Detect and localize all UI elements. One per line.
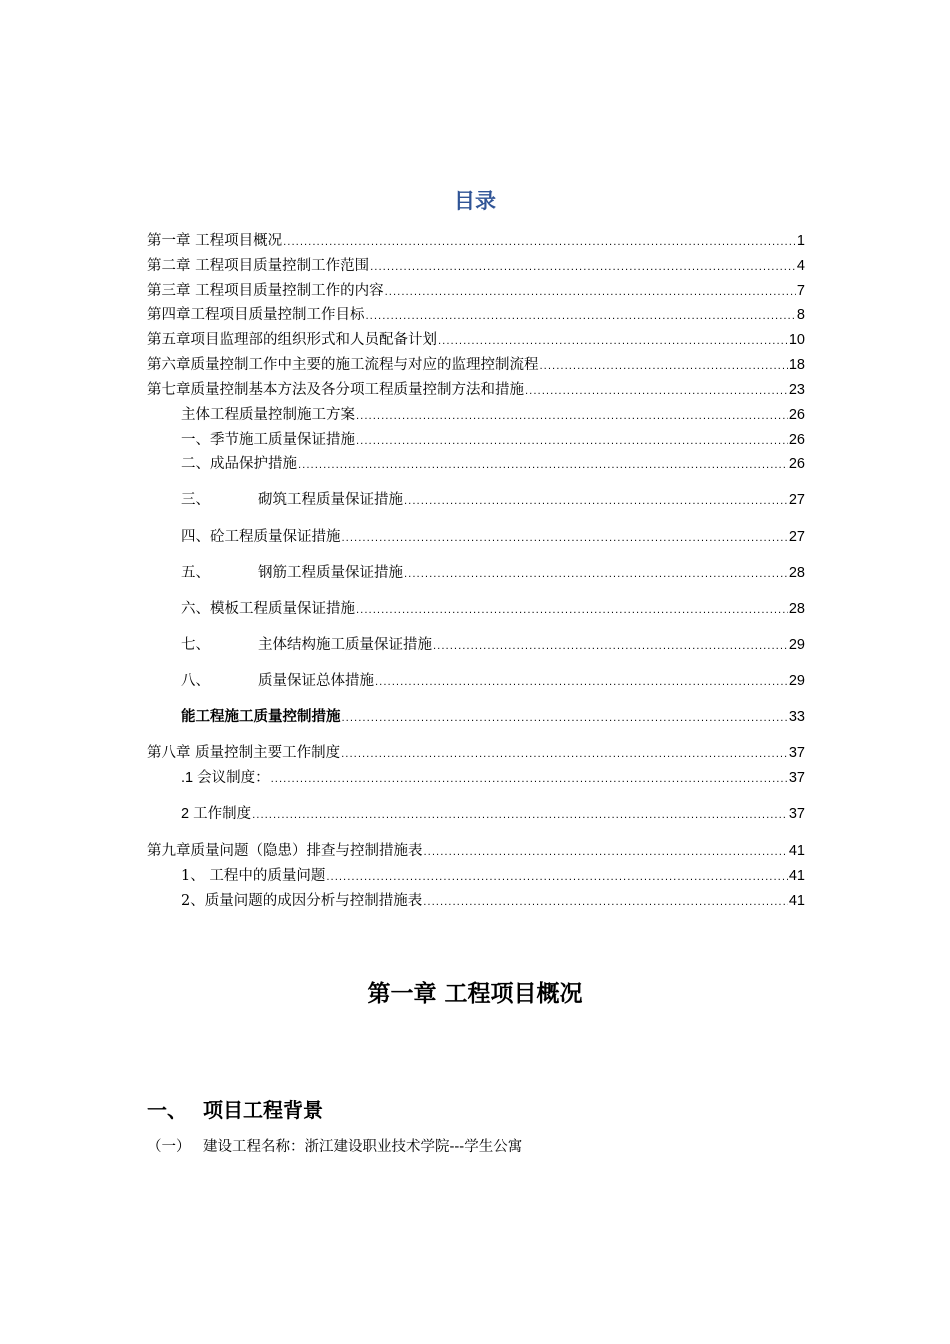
toc-leader: [356, 407, 788, 427]
toc-entry[interactable]: [181, 635, 805, 657]
toc-entry-label: 第二章 工程项目质量控制工作范围: [147, 258, 370, 274]
toc-leader: [283, 233, 796, 253]
toc-entry-label: 2 工作制度: [181, 806, 252, 822]
toc-entry-label: 1、 工程中的质量问题: [181, 868, 326, 884]
toc-entry-label: 六、模板工程质量保证措施: [181, 601, 355, 617]
toc-entry-text: 钢筋工程质量保证措施: [258, 565, 403, 581]
toc-leader: [433, 637, 788, 657]
toc-entry[interactable]: [147, 231, 805, 253]
toc-entry-label: [181, 635, 432, 655]
toc-entry-label: 第四章工程项目质量控制工作目标: [147, 307, 365, 323]
toc-entry-page: 37: [788, 745, 805, 761]
toc-leader: [326, 868, 788, 888]
toc-entry-number: 七、: [181, 637, 210, 653]
toc-entry[interactable]: [181, 707, 805, 729]
toc-entry-page: 8: [796, 307, 805, 323]
toc-entry-label: 第八章 质量控制主要工作制度: [147, 745, 341, 761]
toc-leader: [438, 332, 788, 352]
toc-entry[interactable]: [181, 671, 805, 693]
toc-entry-label: 第九章质量问题（隐患）排查与控制措施表: [147, 843, 423, 859]
toc-entry[interactable]: [181, 563, 805, 585]
chapter-heading: 第一章 工程项目概况: [367, 980, 583, 1007]
toc-entry-label: 2、质量问题的成因分析与控制措施表: [181, 893, 423, 909]
toc-leader: [423, 893, 788, 913]
toc-entry-label: 第六章质量控制工作中主要的施工流程与对应的监理控制流程: [147, 357, 539, 373]
toc-entry[interactable]: [181, 527, 805, 549]
toc-entry-label: 第五章项目监理部的组织形式和人员配备计划: [147, 332, 437, 348]
toc-entry-page: 4: [796, 258, 805, 274]
toc-entry-label: 第七章质量控制基本方法及各分项工程质量控制方法和措施: [147, 382, 524, 398]
toc-entry-number: 三、: [181, 492, 210, 508]
toc-entry[interactable]: [181, 454, 805, 476]
toc-entry-page: 27: [788, 529, 805, 545]
toc-entry-page: 18: [788, 357, 805, 373]
toc-leader: [366, 307, 796, 327]
toc-entry-page: 41: [788, 893, 805, 909]
toc-entry-page: 41: [788, 843, 805, 859]
toc-entry[interactable]: [181, 599, 805, 621]
toc-entry-page: 27: [788, 492, 805, 508]
toc-entry[interactable]: [147, 841, 805, 863]
toc-entry[interactable]: [181, 866, 805, 888]
toc-leader: [341, 745, 788, 765]
toc-entry-page: 26: [788, 456, 805, 472]
toc-entry-page: 33: [788, 709, 805, 725]
toc-entry[interactable]: [181, 891, 805, 913]
toc-entry-label: 二、成品保护措施: [181, 456, 297, 472]
toc-leader: [385, 283, 796, 303]
toc-entry-page: 10: [788, 332, 805, 348]
toc-entry-label: .1 会议制度：: [181, 770, 270, 786]
toc-entry-page: 28: [788, 601, 805, 617]
toc-entry-label: [181, 490, 403, 510]
toc-entry[interactable]: [147, 330, 805, 352]
item-number: （一）: [147, 1139, 191, 1155]
toc-entry-number: 八、: [181, 673, 210, 689]
toc-entry-page: 23: [788, 382, 805, 398]
section-title: 项目工程背景: [203, 1098, 323, 1122]
toc-entry-label: [181, 671, 374, 691]
toc-leader: [370, 258, 796, 278]
toc-entry-page: 41: [788, 868, 805, 884]
toc-leader: [525, 382, 788, 402]
section-heading: [147, 1094, 323, 1123]
toc-entry-label: 四、砼工程质量保证措施: [181, 529, 341, 545]
toc-entry[interactable]: [181, 768, 805, 790]
toc-entry-label: 第一章 工程项目概况: [147, 233, 283, 249]
toc-entry-label: 一、季节施工质量保证措施: [181, 432, 355, 448]
toc-leader: [342, 529, 788, 549]
toc-entry-label: 主体工程质量控制施工方案: [181, 407, 355, 423]
toc-entry-page: 37: [788, 770, 805, 786]
toc-entry-page: 37: [788, 806, 805, 822]
toc-entry[interactable]: [147, 380, 805, 402]
toc-entry[interactable]: [181, 804, 805, 826]
toc-leader: [271, 770, 788, 790]
toc-leader: [404, 565, 788, 585]
toc-entry[interactable]: [147, 256, 805, 278]
toc-entry[interactable]: [181, 405, 805, 427]
toc-leader: [540, 357, 788, 377]
toc-entry-number: 五、: [181, 565, 210, 581]
section-number: 一、: [147, 1098, 187, 1122]
project-name-line: [147, 1135, 522, 1156]
toc-entry[interactable]: [147, 743, 805, 765]
toc-entry-page: 26: [788, 407, 805, 423]
toc-entry-label: 能工程施工质量控制措施: [181, 709, 341, 725]
toc-entry-text: 砌筑工程质量保证措施: [258, 492, 403, 508]
toc-leader: [342, 709, 788, 729]
toc-leader: [356, 601, 788, 621]
toc-leader: [298, 456, 788, 476]
toc-entry[interactable]: [147, 305, 805, 327]
toc-leader: [404, 492, 788, 512]
toc-entry-page: 28: [788, 565, 805, 581]
toc-entry-page: 26: [788, 432, 805, 448]
toc-leader: [356, 432, 788, 452]
item-text: 建设工程名称：浙江建设职业技术学院---学生公寓: [203, 1139, 523, 1155]
toc-entry-label: [181, 563, 403, 583]
toc-title: 目录: [454, 189, 496, 213]
toc-entry-page: 29: [788, 673, 805, 689]
toc-entry-text: 主体结构施工质量保证措施: [258, 637, 432, 653]
toc-entry[interactable]: [181, 430, 805, 452]
toc-leader: [375, 673, 788, 693]
toc-entry[interactable]: [147, 281, 805, 303]
toc-leader: [252, 806, 788, 826]
toc-entry[interactable]: [181, 490, 805, 512]
toc-entry-page: 1: [796, 233, 805, 249]
toc-entry[interactable]: [147, 355, 805, 377]
toc-entry-page: 29: [788, 637, 805, 653]
toc-entry-label: 第三章 工程项目质量控制工作的内容: [147, 283, 384, 299]
toc-entry-page: 7: [796, 283, 805, 299]
toc-leader: [424, 843, 788, 863]
toc-entry-text: 质量保证总体措施: [258, 673, 374, 689]
